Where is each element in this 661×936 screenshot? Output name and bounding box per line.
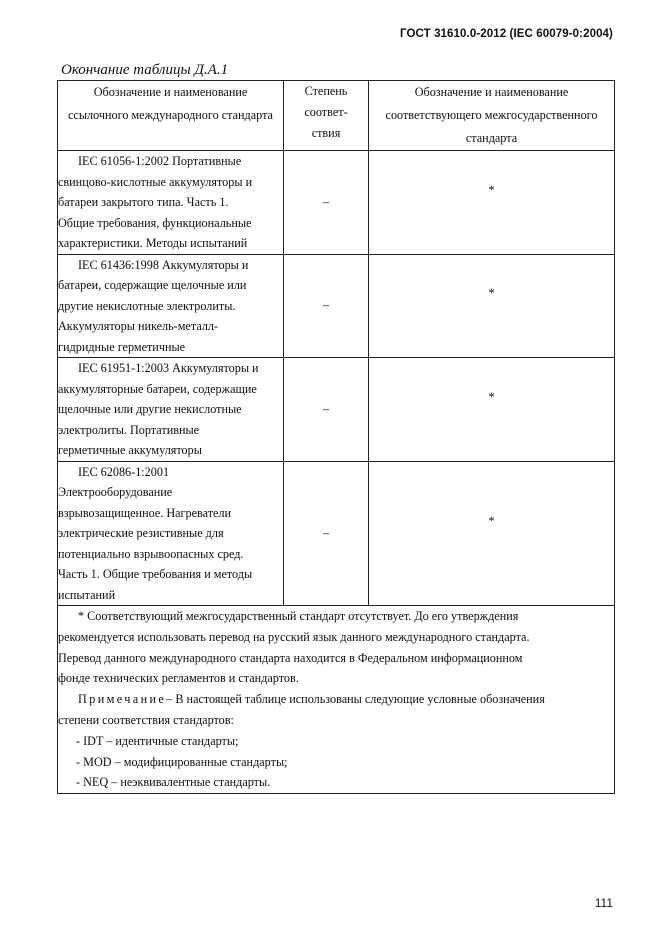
header-line: Обозначение и наименование: [414, 85, 569, 99]
note-text-line: степени соответствия стандартов:: [58, 712, 234, 727]
interstate-standard-cell: [369, 358, 615, 462]
degree-cell: –: [284, 358, 369, 462]
note-paragraph: [58, 689, 614, 710]
standard-name-line: IEC 61436:1998 Аккумуляторы и: [78, 257, 249, 272]
header-line: ссылочного международного стандарта: [68, 108, 273, 122]
asterisk-mark: *: [488, 182, 495, 197]
international-standard-cell: [58, 358, 284, 462]
column-header-interstate: [369, 81, 615, 151]
standard-name-line: другие некислотные электролиты.: [58, 298, 236, 313]
standard-name-line: свинцово-кислотные аккумуляторы и: [58, 174, 253, 189]
standard-name-line: IEC 62086-1:2001: [78, 464, 170, 479]
standard-name-line: гидридные герметичные: [58, 339, 186, 354]
footnote-line: фонде технических регламентов и стандартов.: [58, 671, 299, 686]
column-header-international: [58, 81, 284, 151]
standard-name-line: батареи закрытого типа. Часть 1.: [58, 195, 229, 209]
footnote-line: * Соответствующий межгосударственный стандарт отсутствует. До его утверждения: [78, 609, 519, 623]
standard-name-line: аккумуляторные батареи, содержащие: [58, 381, 257, 396]
table-row: [58, 461, 615, 606]
table-caption: Окончание таблицы Д.А.1: [61, 62, 229, 78]
standard-name-line: Электрооборудование: [58, 485, 173, 499]
standard-name-line: Общие требования, функциональные: [58, 215, 252, 230]
degree-cell: –: [284, 151, 369, 255]
asterisk-mark: *: [488, 513, 495, 528]
document-header: ГОСТ 31610.0-2012 (IEC 60079-0:2004): [400, 28, 613, 40]
degree-cell: –: [284, 461, 369, 606]
international-standard-cell: [58, 461, 284, 606]
international-standard-cell: [58, 254, 284, 358]
table-row: [58, 358, 615, 462]
note-list-item: - MOD – модифицированные стандарты;: [76, 754, 288, 769]
header-line: Обозначение и наименование: [93, 85, 248, 99]
standard-name-line: герметичные аккумуляторы: [58, 443, 202, 457]
footnote-line: рекомендуется использовать перевод на русский язык данного международного стандарта.: [58, 629, 530, 644]
table-row: [58, 254, 615, 358]
standard-name-line: IEC 61056-1:2002 Портативные: [78, 154, 242, 168]
standard-name-line: потенциально взрывоопасных сред.: [58, 546, 244, 561]
header-line: соответствующего межгосударственного: [385, 108, 598, 122]
interstate-standard-cell: [369, 254, 615, 358]
footnote-line: Перевод данного международного стандарта находится в Федеральном информационном: [58, 650, 523, 665]
international-standard-cell: [58, 151, 284, 255]
reference-table: [57, 80, 615, 794]
table-row: [58, 151, 615, 255]
footnote-row: [58, 606, 615, 794]
standard-name-line: щелочные или другие некислотные: [58, 402, 242, 416]
header-line: стандарта: [465, 131, 518, 145]
column-header-degree: [284, 81, 369, 151]
degree-cell: –: [284, 254, 369, 358]
header-line: ствия: [311, 126, 341, 140]
interstate-standard-cell: [369, 151, 615, 255]
note-text: – В настоящей таблице использованы следующие условные обозначения: [166, 692, 545, 707]
standard-name-line: взрывозащищенное. Нагреватели: [58, 505, 232, 520]
page-number: 111: [594, 896, 613, 910]
standard-name-line: испытаний: [58, 587, 116, 602]
header-line: Степень: [304, 84, 348, 98]
interstate-standard-cell: [369, 461, 615, 606]
footnote-cell: [58, 606, 615, 794]
note-list-item: - IDT – идентичные стандарты;: [76, 733, 239, 748]
standard-name-line: Аккумуляторы никель-металл-: [58, 319, 219, 333]
table-header-row: [58, 81, 615, 151]
standard-name-line: электрические резистивные для: [58, 526, 224, 540]
note-list-item: - NEQ – неэквивалентные стандарты.: [76, 775, 271, 790]
note-label: Примечание: [78, 692, 167, 707]
standard-name-line: IEC 61951-1:2003 Аккумуляторы и: [78, 361, 259, 375]
standard-name-line: электролиты. Портативные: [58, 422, 200, 437]
standard-name-line: характеристики. Методы испытаний: [58, 236, 248, 250]
asterisk-mark: *: [488, 389, 495, 404]
header-line: соответ-: [304, 105, 348, 119]
asterisk-mark: *: [488, 286, 495, 301]
standard-name-line: батареи, содержащие щелочные или: [58, 278, 247, 292]
standard-name-line: Часть 1. Общие требования и методы: [58, 567, 253, 581]
